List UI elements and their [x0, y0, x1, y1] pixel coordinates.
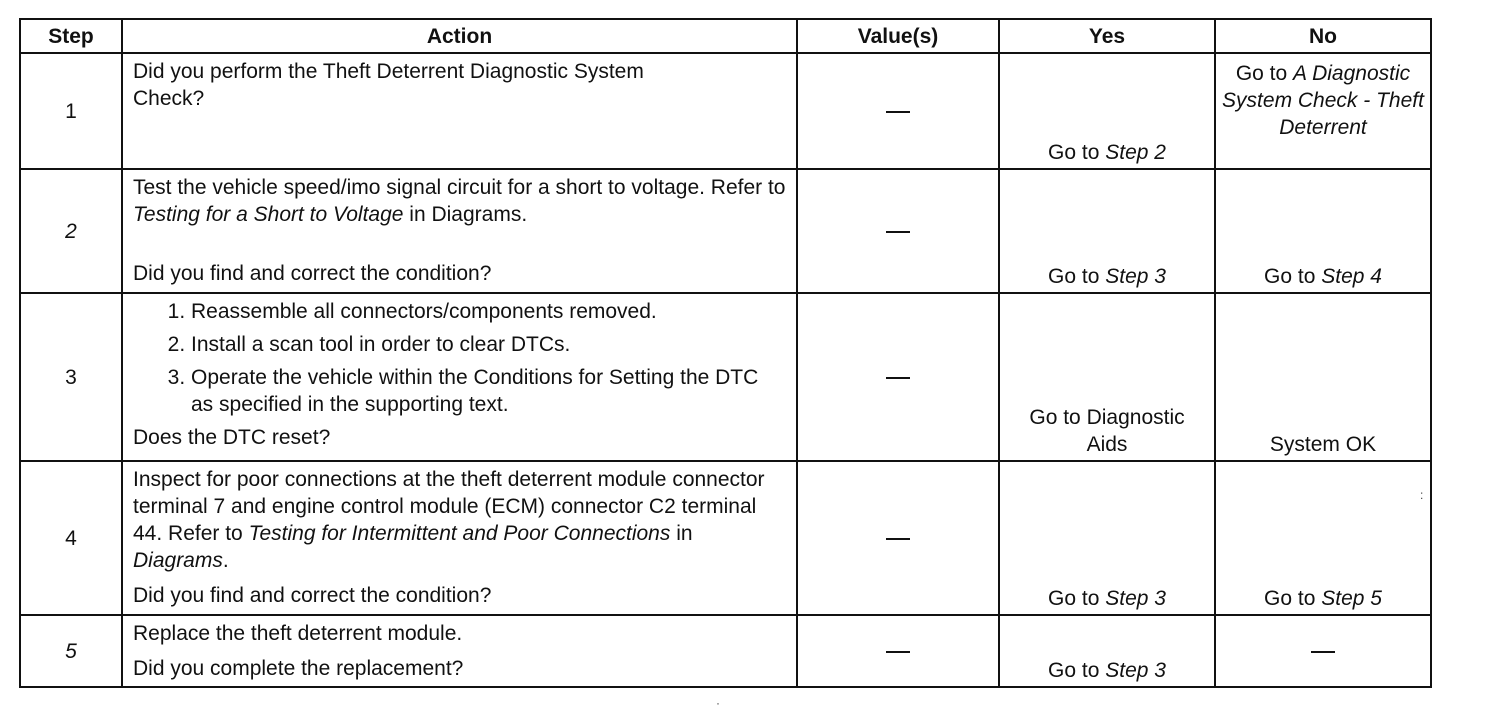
step-number: 5: [20, 615, 122, 687]
value-cell: [797, 293, 999, 461]
no-link: A Diagnostic System Check - Theft Deterrent: [1222, 62, 1424, 139]
dash-value: [1311, 651, 1335, 653]
yes-cell: [999, 461, 1215, 615]
scan-mark: :: [1420, 488, 1424, 502]
yes-prefix: Go to: [1048, 265, 1106, 288]
value-cell: [797, 169, 999, 293]
yes-link: Step 3: [1105, 659, 1166, 682]
table-row-step-2: [20, 169, 1431, 293]
header-no: No: [1215, 19, 1431, 53]
action-cell: [122, 169, 797, 293]
diagnostic-table: [19, 18, 1432, 688]
no-prefix: Go to: [1264, 587, 1322, 610]
yes-prefix: Go to: [1048, 141, 1106, 164]
action-cell: [122, 461, 797, 615]
no-cell: [1215, 53, 1431, 169]
action-text-part: in: [670, 522, 693, 545]
header-values: Value(s): [797, 19, 999, 53]
header-row: [20, 19, 1431, 53]
yes-link: Step 3: [1105, 587, 1166, 610]
dash-value: [886, 538, 910, 540]
yes-prefix: Go to: [1048, 659, 1106, 682]
dash-value: [886, 651, 910, 653]
action-text-part: .: [222, 549, 229, 572]
action-text-part: .: [521, 203, 528, 226]
yes-link: Step 3: [1105, 265, 1166, 288]
dash-value: [886, 111, 910, 113]
step-number: 2: [20, 169, 122, 293]
yes-cell: [999, 53, 1215, 169]
action-question: Did you find and correct the condition?: [133, 584, 492, 607]
no-link: Step 5: [1321, 587, 1382, 610]
action-cell: [122, 53, 797, 169]
yes-cell: [999, 615, 1215, 687]
action-cell: [122, 615, 797, 687]
action-question: Does the DTC reset?: [133, 426, 331, 449]
header-step: Step: [20, 19, 122, 53]
table-row-step-3: [20, 293, 1431, 461]
action-reference: Diagrams: [431, 203, 522, 226]
yes-cell: [999, 293, 1215, 461]
action-reference: Testing for a Short to Voltage: [133, 203, 404, 226]
list-item: 1. Reassemble all connectors/components removed.: [191, 298, 786, 325]
yes-link: Step 2: [1105, 141, 1166, 164]
step-number: 4: [20, 461, 122, 615]
action-text: Did you perform the Theft Deterrent Diagnostic System Check?: [133, 60, 644, 110]
no-cell: [1215, 169, 1431, 293]
scan-mark: ·: [716, 696, 720, 710]
dash-value: [886, 377, 910, 379]
action-question: Did you find and correct the condition?: [133, 262, 492, 285]
no-cell: [1215, 461, 1431, 615]
action-text: [133, 466, 786, 574]
action-cell: [122, 293, 797, 461]
step-number: 3: [20, 293, 122, 461]
action-reference: Diagrams: [133, 549, 223, 572]
yes-link: Go to Diagnostic Aids: [1029, 406, 1185, 456]
header-yes: Yes: [999, 19, 1215, 53]
dash-value: [886, 231, 910, 233]
action-reference: Testing for Intermittent and Poor Connections: [248, 522, 671, 545]
header-action: Action: [122, 19, 797, 53]
no-cell: System OK: [1215, 293, 1431, 461]
action-steps-list: [133, 298, 786, 418]
list-item: 3. Operate the vehicle within the Conditions for Setting the DTC as specified in the supporting text.: [191, 364, 771, 418]
action-text: Replace the theft deterrent module.: [133, 622, 463, 645]
action-text-part: Test the vehicle speed/imo signal circuit for a short to voltage. Refer to: [133, 176, 786, 199]
action-text-part: in: [403, 203, 432, 226]
list-item: 2. Install a scan tool in order to clear DTCs.: [191, 331, 786, 358]
table-row-step-1: [20, 53, 1431, 169]
no-link: Step 4: [1321, 265, 1382, 288]
value-cell: [797, 461, 999, 615]
action-text-part: Inspect for poor connections at the theft deterrent module connector terminal 7 and engine control module (ECM) connector C2 terminal 44. Refer to: [133, 468, 765, 545]
yes-cell: [999, 169, 1215, 293]
action-text: [133, 174, 786, 228]
table-row-step-5: [20, 615, 1431, 687]
value-cell: [797, 53, 999, 169]
no-cell: [1215, 615, 1431, 687]
table-row-step-4: [20, 461, 1431, 615]
yes-prefix: Go to: [1048, 587, 1106, 610]
step-number: 1: [20, 53, 122, 169]
action-question: Did you complete the replacement?: [133, 657, 464, 680]
no-prefix: Go to: [1264, 265, 1322, 288]
value-cell: [797, 615, 999, 687]
no-prefix: Go to: [1235, 62, 1294, 85]
